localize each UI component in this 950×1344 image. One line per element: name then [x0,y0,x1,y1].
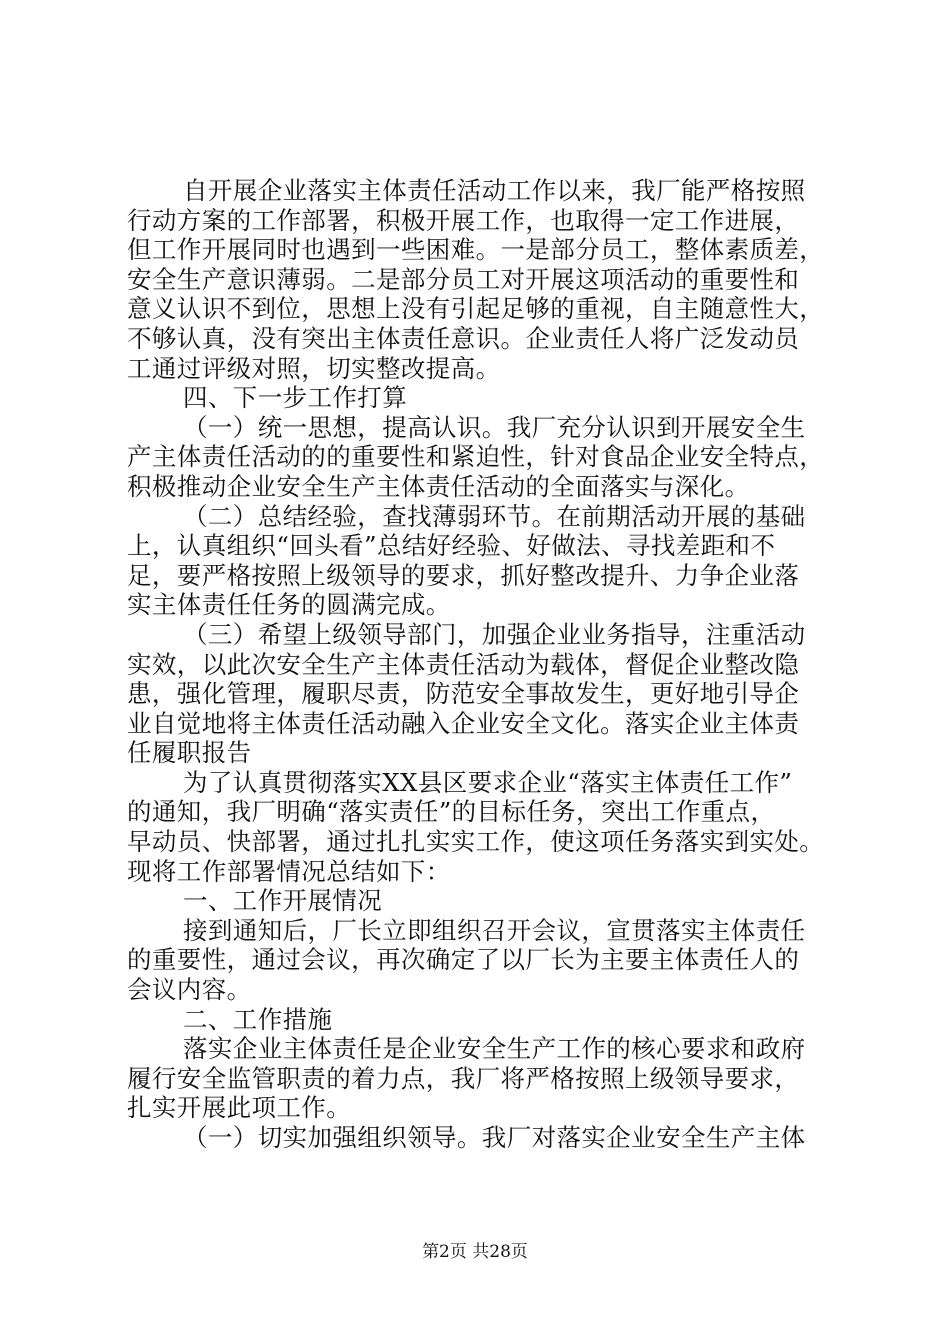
text-line: 实效，以此次安全生产主体责任活动为载体，督促企业整改隐 [127,649,800,679]
text-line: 上，认真组织“回头看”总结好经验、好做法、寻找差距和不 [127,531,776,561]
text-line: 积极推动企业安全生产主体责任活动的全面落实与深化。 [127,471,750,501]
text-line: （一）统一思想，提高认识。我厂充分认识到开展安全生 [183,412,806,442]
text-line: 为了认真贯彻落实XX县区要求企业“落实主体责任工作” [183,767,793,797]
text-line: （三）希望上级领导部门，加强企业业务指导，注重活动 [183,619,806,649]
text-line: 扎实开展此项工作。 [127,1093,352,1123]
text-line: 行动方案的工作部署，积极开展工作，也取得一定工作进展， [127,205,800,235]
text-line: 任履职报告 [127,738,252,768]
text-line: 意义认识不到位，思想上没有引起足够的重视，自主随意性大， [127,294,825,324]
text-line: 早动员、快部署，通过扎扎实实工作，使这项任务落实到实处。 [127,827,825,857]
text-line: 履行安全监管职责的着力点，我厂将严格按照上级领导要求， [127,1063,800,1093]
text-line: 足，要严格按照上级领导的要求，抓好整改提升、力争企业落 [127,560,800,590]
text-line: （二）总结经验，查找薄弱环节。在前期活动开展的基础 [183,501,806,531]
text-line: 二、工作措施 [183,1004,333,1034]
text-line: 实主体责任任务的圆满完成。 [127,590,451,620]
text-line: 现将工作部署情况总结如下： [127,856,451,886]
text-line: 一、工作开展情况 [183,886,383,916]
text-line: 的重要性，通过会议，再次确定了以厂长为主要主体责任人的 [127,945,800,975]
text-line: 不够认真，没有突出主体责任意识。企业责任人将广泛发动员 [127,323,800,353]
text-line: 患，强化管理，履职尽责，防范安全事故发生，更好地引导企 [127,679,800,709]
text-line: 安全生产意识薄弱。二是部分员工对开展这项活动的重要性和 [127,264,800,294]
text-line: 落实企业主体责任是企业安全生产工作的核心要求和政府 [183,1034,806,1064]
text-line: 会议内容。 [127,975,252,1005]
text-line: 的通知，我厂明确“落实责任”的目标任务，突出工作重点， [127,797,776,827]
text-line: 产主体责任活动的的重要性和紧迫性，针对食品企业安全特点， [127,442,825,472]
text-line: （一）切实加强组织领导。我厂对落实企业安全生产主体 [183,1123,806,1152]
text-line: 自开展企业落实主体责任活动工作以来，我厂能严格按照 [183,176,806,205]
text-line: 但工作开展同时也遇到一些困难。一是部分员工，整体素质差， [127,235,825,265]
document-body [127,176,835,1153]
text-line: 业自觉地将主体责任活动融入企业安全文化。落实企业主体责 [127,708,800,738]
text-line: 四、下一步工作打算 [183,383,408,413]
page-footer: 第2页 共28页 [422,1242,528,1262]
text-line: 接到通知后，厂长立即组织召开会议，宣贯落实主体责任 [183,915,806,945]
text-line: 工通过评级对照，切实整改提高。 [127,353,501,383]
